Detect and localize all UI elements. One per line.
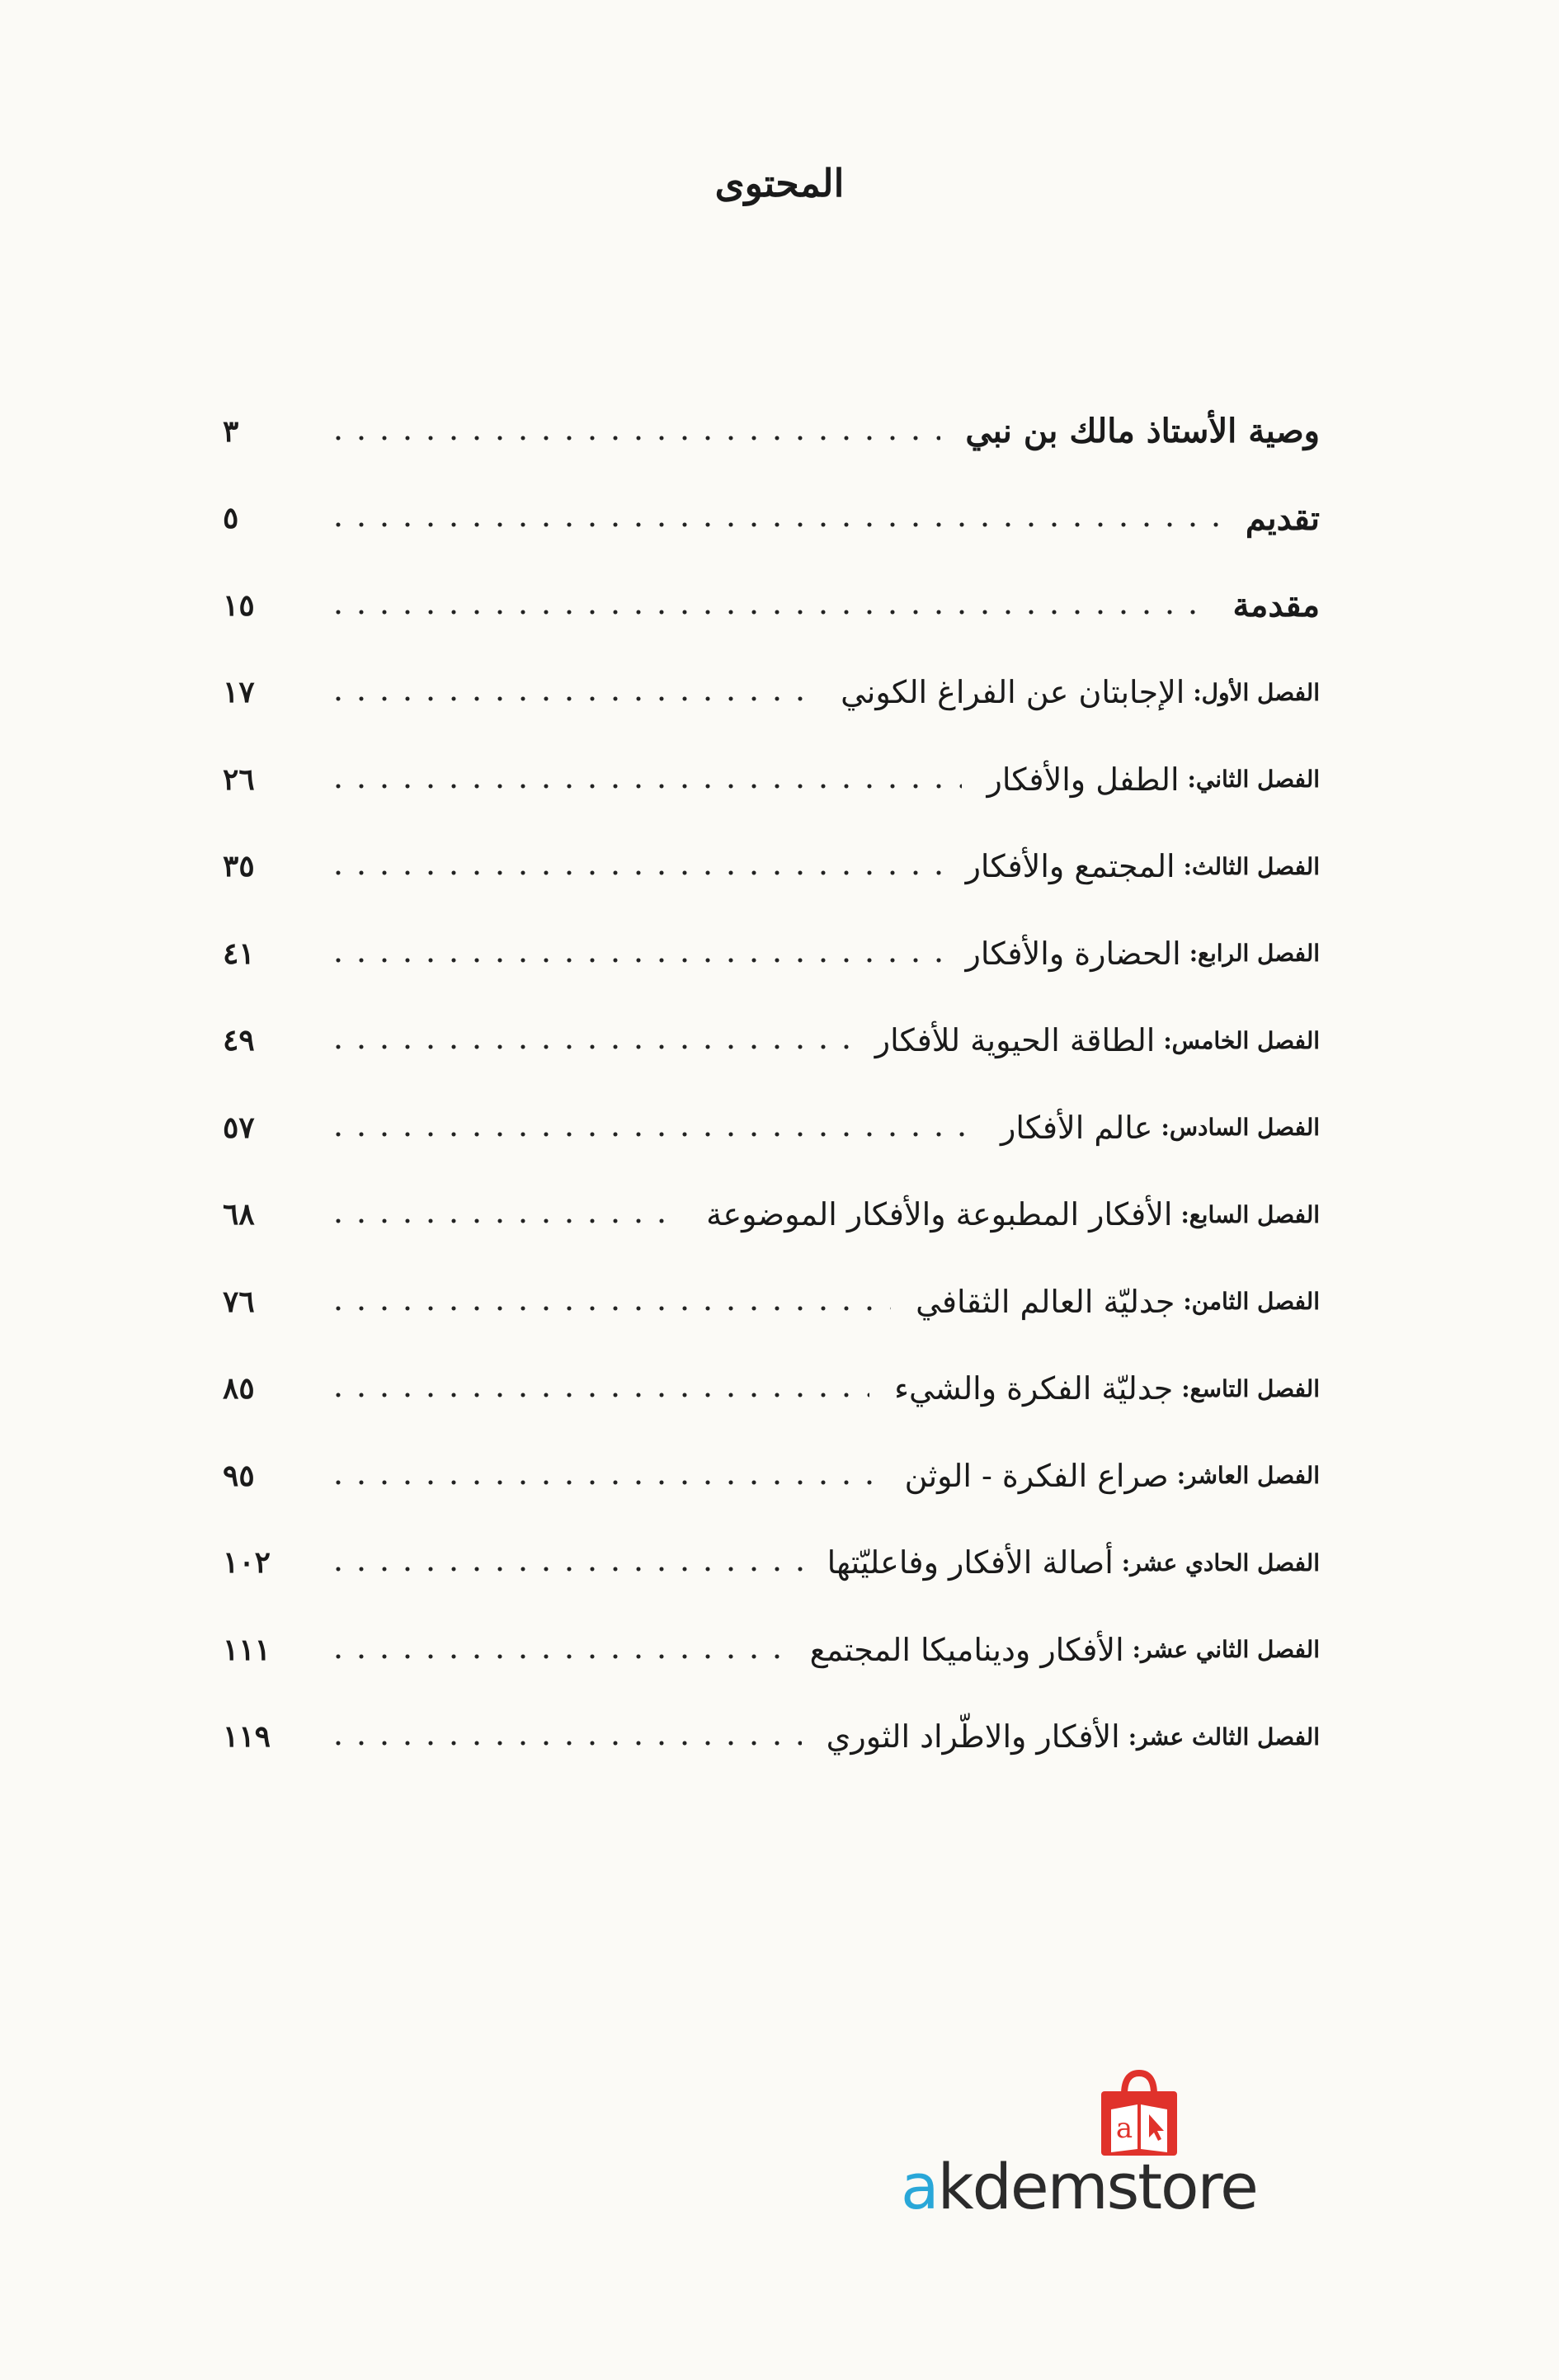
entry-title: أصالة الأفكار وفاعليّتها: [827, 1544, 1114, 1581]
entry-title: الطاقة الحيوية للأفكار: [874, 1022, 1156, 1059]
dot-leader: [327, 436, 940, 441]
entry-title: جدليّة الفكرة والشيء: [894, 1370, 1174, 1407]
shopping-bag-book-icon: [1093, 2067, 1185, 2159]
page-number: ٤٩: [223, 1023, 255, 1058]
entry-title: صراع الفكرة - الوثن: [904, 1457, 1169, 1494]
entry-title: الحضارة والأفكار: [965, 935, 1181, 972]
brand-rest: kdemstore: [937, 2150, 1257, 2223]
dot-leader: [327, 1654, 785, 1659]
dot-leader: [327, 958, 941, 963]
entry-title: الإجابتان عن الفراغ الكوني: [841, 674, 1185, 711]
entry-title: الطفل والأفكار: [987, 761, 1180, 798]
chapter-label: الفصل السادس:: [1161, 1114, 1320, 1142]
chapter-label: الفصل السابع:: [1180, 1200, 1320, 1228]
dot-leader: [327, 784, 962, 789]
toc-entry: [223, 388, 1320, 475]
toc-entry: [223, 1520, 1320, 1607]
entry-title: مقدمة: [1232, 586, 1320, 625]
page-number: ٥٧: [223, 1110, 255, 1145]
toc-entry: [223, 475, 1320, 563]
dot-leader: [327, 610, 1208, 615]
toc-entry: [223, 1346, 1320, 1433]
toc-entry: [223, 910, 1320, 997]
page-number: ١١١: [223, 1632, 271, 1667]
toc-entry: [223, 1171, 1320, 1259]
entry-title: المجتمع والأفكار: [965, 848, 1175, 885]
page-number: ٤١: [223, 936, 255, 971]
chapter-label: الفصل الأول:: [1193, 678, 1320, 706]
page-number: ٧٦: [223, 1284, 255, 1319]
dot-leader: [327, 522, 1221, 527]
toc-entry: [223, 736, 1320, 823]
entry-title: وصية الأستاذ مالك بن نبي: [965, 412, 1320, 451]
page-number: ٨٥: [223, 1371, 255, 1407]
toc-entry: [223, 1432, 1320, 1520]
entry-title: الأفكار وديناميكا المجتمع: [809, 1631, 1124, 1668]
akdemstore-logo: [891, 2067, 1353, 2223]
chapter-label: الفصل الثاني عشر:: [1132, 1636, 1320, 1664]
toc-entry: [223, 562, 1320, 649]
dot-leader: [327, 696, 816, 701]
chapter-label: الفصل الثامن:: [1183, 1288, 1320, 1316]
logo-letter: a: [1115, 2112, 1133, 2145]
entry-title: الأفكار والاطّراد الثوري: [826, 1718, 1120, 1756]
dot-leader: [327, 870, 941, 875]
dot-leader: [327, 1132, 976, 1137]
brand-a: a: [901, 2150, 938, 2223]
toc-entry: [223, 823, 1320, 911]
chapter-label: الفصل الثالث:: [1183, 852, 1320, 880]
page-number: ١٠٢: [223, 1545, 271, 1581]
entry-title: عالم الأفكار: [1000, 1109, 1153, 1146]
chapter-label: الفصل الرابع:: [1189, 940, 1320, 968]
dot-leader: [327, 1741, 802, 1746]
toc-entry: [223, 1084, 1320, 1171]
dot-leader: [327, 1393, 869, 1397]
chapter-label: الفصل الثالث عشر:: [1128, 1723, 1320, 1751]
toc-entry: [223, 649, 1320, 737]
chapter-label: الفصل الحادي عشر:: [1121, 1548, 1320, 1576]
dot-leader: [327, 1218, 681, 1223]
chapter-label: الفصل الخامس:: [1163, 1026, 1320, 1054]
page-number: ٣٥: [223, 849, 255, 884]
dot-leader: [327, 1306, 891, 1311]
entry-title: جدليّة العالم الثقافي: [916, 1283, 1175, 1320]
toc-entry: [223, 1694, 1320, 1781]
entry-title: تقديم: [1245, 498, 1320, 538]
dot-leader: [327, 1567, 803, 1572]
chapter-label: الفصل العاشر:: [1176, 1462, 1320, 1490]
page-title: المحتوى: [714, 161, 845, 205]
dot-leader: [327, 1480, 880, 1485]
page-number: ٦٨: [223, 1197, 255, 1232]
page-number: ٢٦: [223, 761, 255, 797]
toc-entry: [223, 1606, 1320, 1694]
table-of-contents: [223, 388, 1320, 1780]
entry-title: الأفكار المطبوعة والأفكار الموضوعة: [706, 1196, 1173, 1233]
toc-entry: [223, 997, 1320, 1085]
dot-leader: [327, 1044, 850, 1049]
page-number: ٩٥: [223, 1458, 255, 1493]
page-number: ١٧: [223, 675, 255, 710]
page-number: ١٥: [223, 587, 255, 623]
brand-name: [901, 2150, 1257, 2223]
toc-entry: [223, 1258, 1320, 1346]
page-number: ١١٩: [223, 1719, 271, 1755]
page-number: ٥: [223, 501, 239, 536]
chapter-label: الفصل الثاني:: [1187, 766, 1320, 794]
page-number: ٣: [223, 413, 239, 449]
chapter-label: الفصل التاسع:: [1181, 1374, 1320, 1402]
